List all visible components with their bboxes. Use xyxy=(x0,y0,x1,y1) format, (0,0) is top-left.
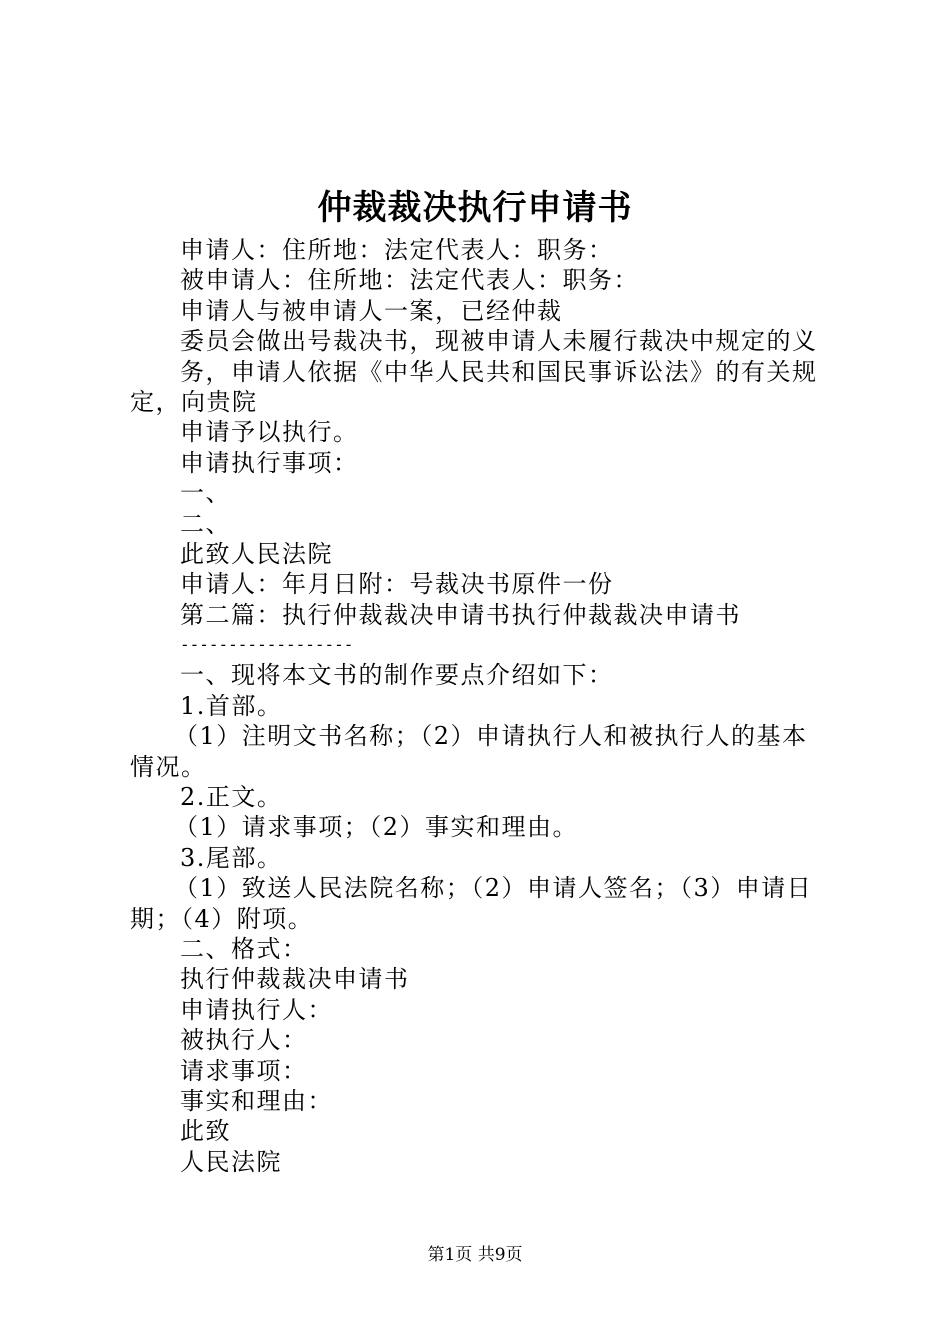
document-title: 仲裁裁决执行申请书 xyxy=(317,188,633,228)
document-line: 申请执行事项： xyxy=(180,448,359,477)
document-line: 被申请人：住所地：法定代表人：职务： xyxy=(180,266,639,295)
document-line: 务，申请人依据《中华人民共和国民事诉讼法》的有关规 xyxy=(180,357,818,386)
document-line: 2.正文。 xyxy=(180,783,283,812)
document-line: （1）请求事项；（2）事实和理由。 xyxy=(174,813,579,842)
document-line: 3.尾部。 xyxy=(180,843,283,872)
document-line: 申请人：住所地：法定代表人：职务： xyxy=(180,236,614,264)
document-line: 定，向贵院 xyxy=(130,387,258,416)
document-line: 申请执行人： xyxy=(180,995,333,1024)
document-line: （1）致送人民法院名称；（2）申请人签名；（3）申请日 xyxy=(174,874,813,903)
document-line: 情况。 xyxy=(130,752,207,781)
document-line: （1）注明文书名称；（2）申请执行人和被执行人的基本 xyxy=(174,722,808,751)
document-line: 申请人与被申请人一案，已经仲裁 xyxy=(180,296,563,325)
document-line: 一、现将本文书的制作要点介绍如下： xyxy=(180,661,614,690)
document-line: 申请人：年月日附：号裁决书原件一份 xyxy=(180,570,614,599)
page-footer: 第1页 共9页 xyxy=(427,1245,523,1265)
document-line: 执行仲裁裁决申请书 xyxy=(180,965,410,994)
document-line: 1.首部。 xyxy=(180,691,283,720)
document-line: 二、格式： xyxy=(180,934,308,963)
document-line: 此致 xyxy=(180,1117,231,1146)
document-line: 人民法院 xyxy=(180,1147,282,1176)
document-line: 期；（4）附项。 xyxy=(130,904,314,933)
document-line: 一、 xyxy=(180,479,231,508)
document-body xyxy=(130,235,835,1177)
document-line: 申请予以执行。 xyxy=(180,418,359,447)
document-line: 被执行人： xyxy=(180,1026,308,1055)
document-line: 第二篇：执行仲裁裁决申请书执行仲裁裁决申请书 xyxy=(180,600,741,629)
document-line: 委员会做出号裁决书，现被申请人未履行裁决中规定的义 xyxy=(180,327,818,356)
document-line: 事实和理由： xyxy=(180,1086,333,1115)
document-line: 二、 xyxy=(180,509,231,538)
separator-line: ------------------ xyxy=(180,635,354,655)
document-line: 此致人民法院 xyxy=(180,539,333,568)
document-line: 请求事项： xyxy=(180,1056,308,1085)
